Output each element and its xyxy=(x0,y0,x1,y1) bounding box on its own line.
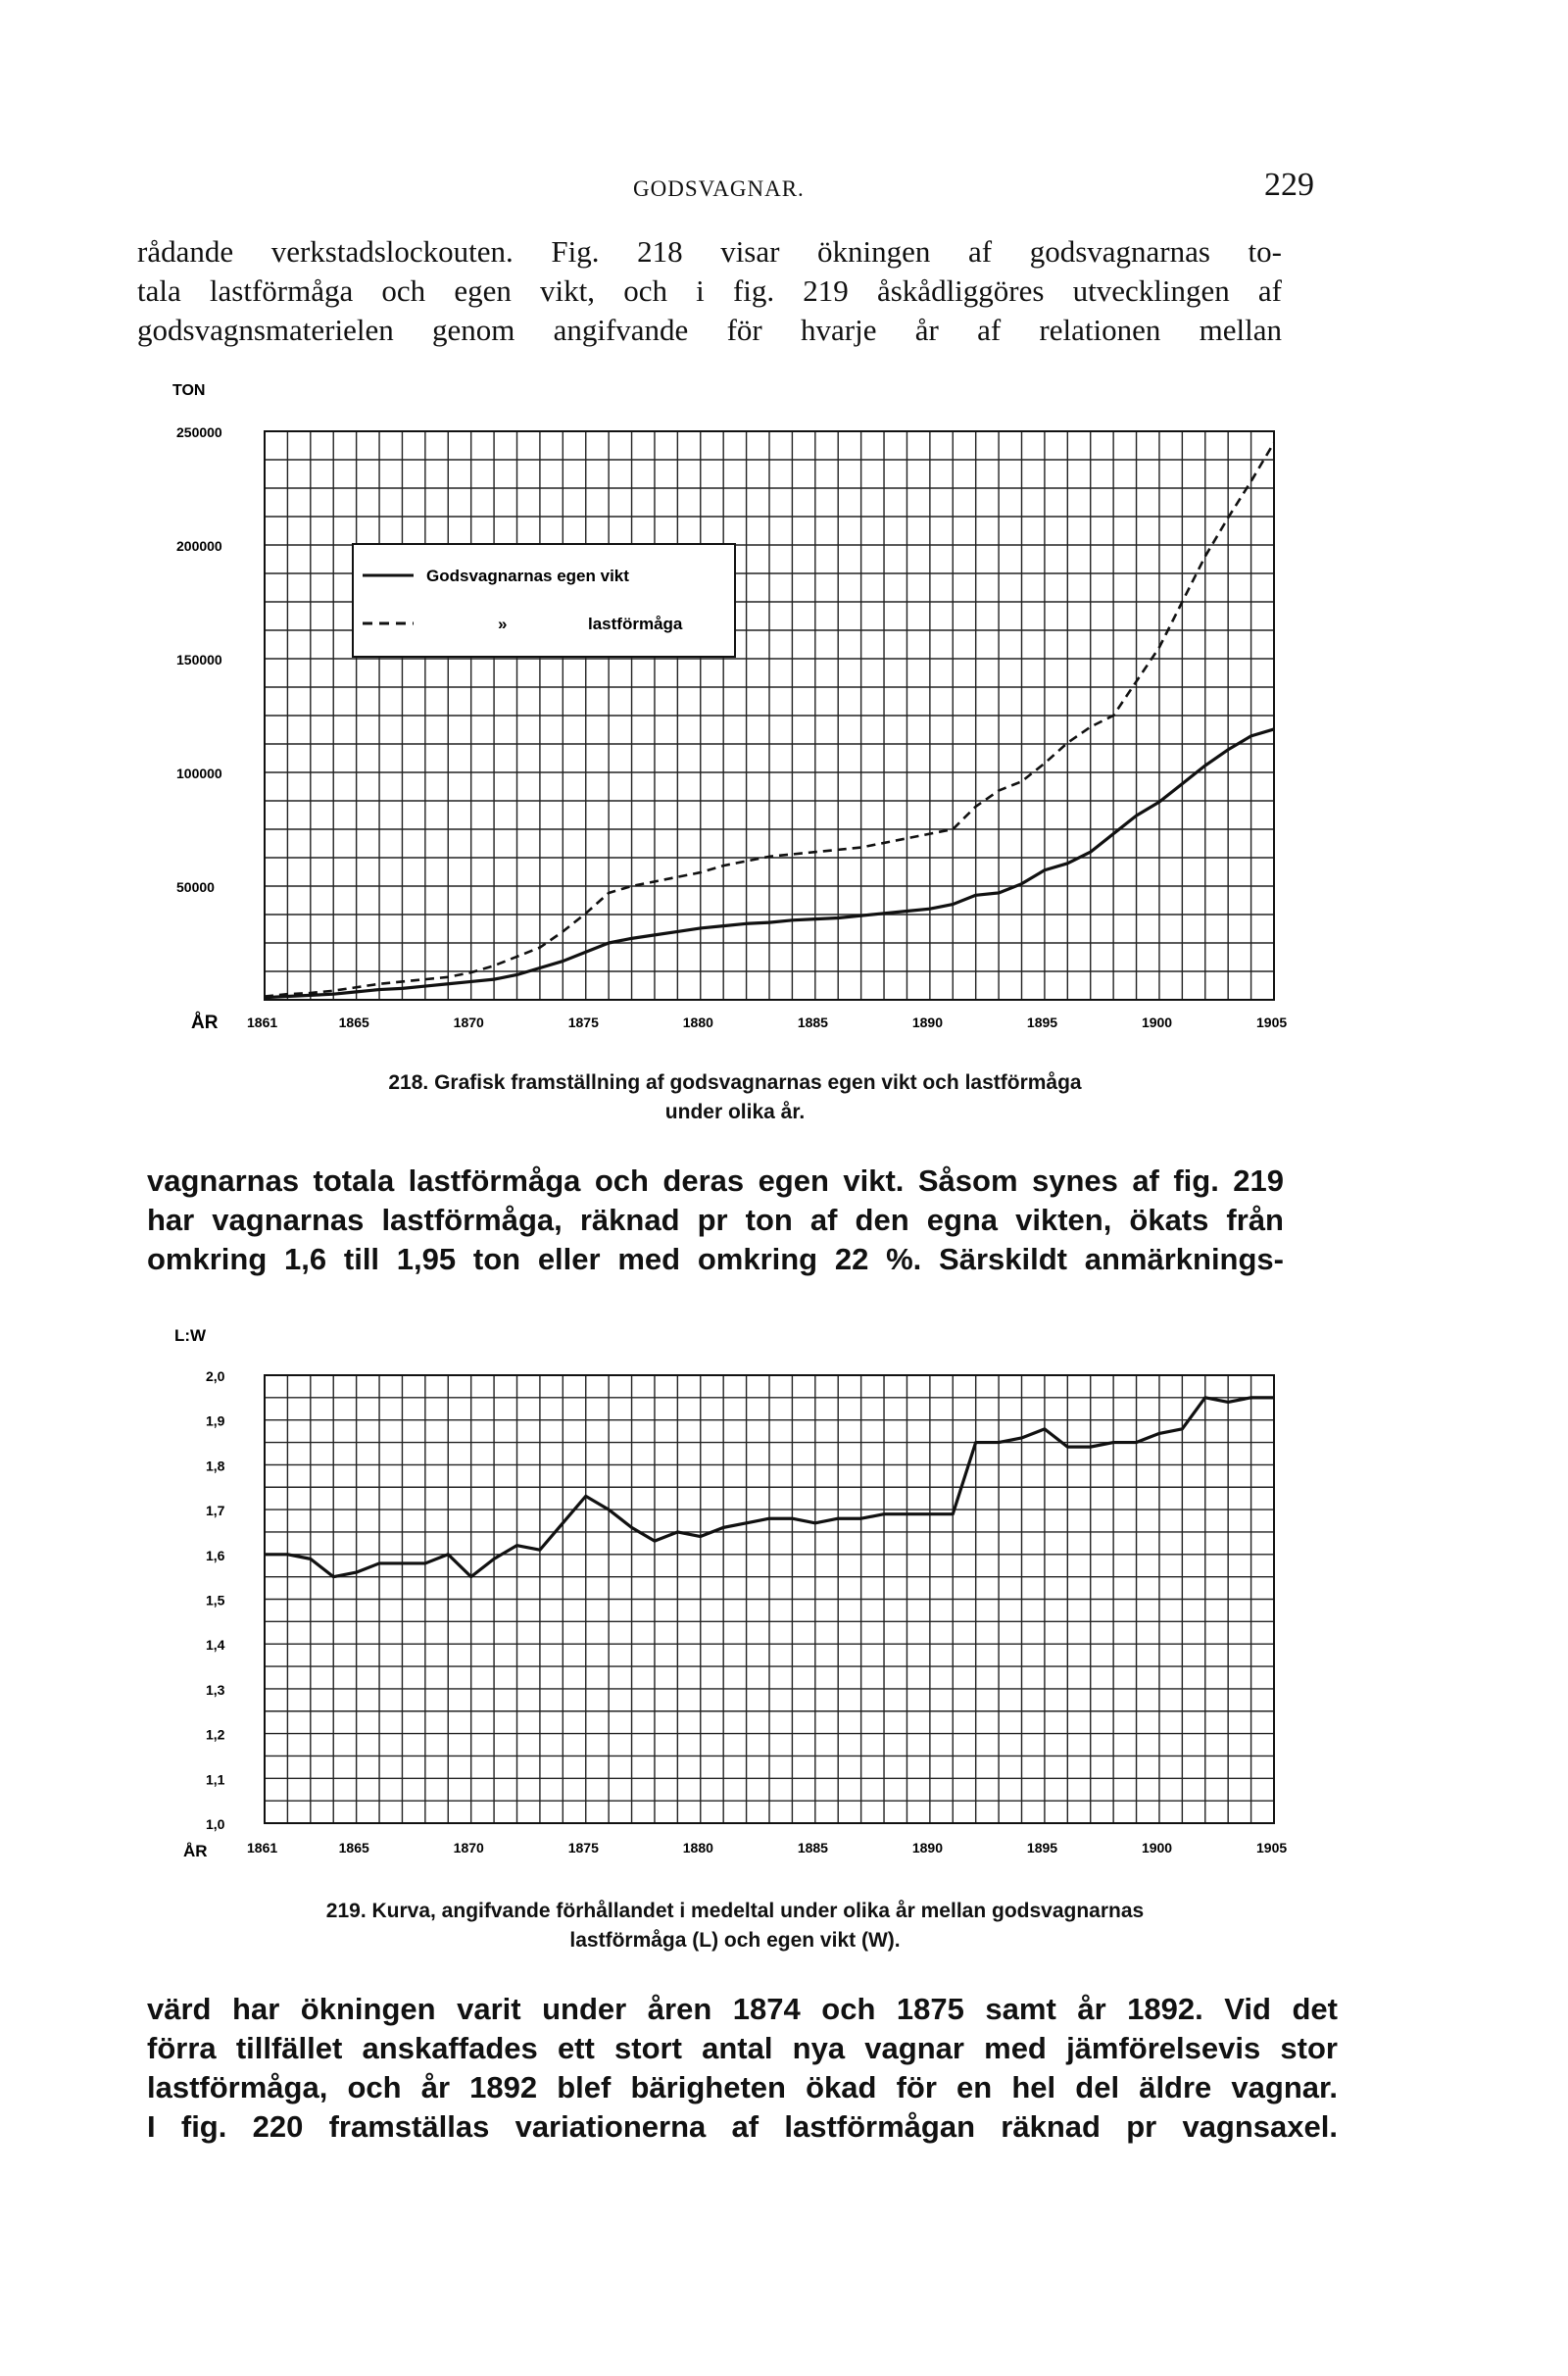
figure-219-chart xyxy=(147,1321,1323,1890)
x-tick-label: 1890 xyxy=(911,1840,944,1856)
y-tick-label: 50000 xyxy=(176,879,215,895)
y-axis-title: L:W xyxy=(174,1326,207,1345)
chart-axis-labels xyxy=(174,1326,1287,1860)
caption-line: lastförmåga (L) och egen vikt (W). xyxy=(569,1929,901,1952)
y-tick-label: 1,4 xyxy=(206,1637,225,1654)
x-tick-label: 1905 xyxy=(1256,1015,1288,1030)
x-axis-title: ÅR xyxy=(183,1842,208,1860)
caption-line: 219. Kurva, angifvande förhållandet i medeltal under olika år mellan godsvagnarnas xyxy=(325,1900,1145,1922)
paragraph-intro xyxy=(137,232,1282,350)
x-tick-label: 1870 xyxy=(453,1015,484,1030)
x-tick-label: 1875 xyxy=(567,1015,599,1030)
y-tick-label: 1,1 xyxy=(206,1771,225,1788)
x-tick-label: 1875 xyxy=(567,1840,599,1856)
x-tick-label: 1861 xyxy=(247,1015,278,1030)
figure-218-chart xyxy=(147,372,1323,1059)
x-tick-label: 1880 xyxy=(682,1015,713,1030)
y-tick-label: 1,7 xyxy=(206,1503,225,1519)
page-number: 229 xyxy=(1264,167,1314,203)
legend-box xyxy=(353,544,735,657)
x-tick-label: 1861 xyxy=(247,1840,278,1856)
caption-line: 218. Grafisk framställning af godsvagnarnas egen vikt och lastförmåga xyxy=(388,1071,1082,1094)
y-tick-label: 1,2 xyxy=(206,1726,225,1743)
text-line: lastförmåga, och år 1892 blef bärigheten ökad för en hel del äldre vagnar. xyxy=(147,2070,1338,2104)
page-header xyxy=(0,167,1568,216)
text-line: tala lastförmåga och egen vikt, och i fig. 219 åskådliggöres utvecklingen af xyxy=(137,273,1282,308)
x-tick-label: 1905 xyxy=(1256,1840,1288,1856)
x-tick-label: 1895 xyxy=(1026,1840,1058,1856)
x-tick-label: 1885 xyxy=(797,1015,828,1030)
x-tick-label: 1890 xyxy=(911,1015,944,1030)
y-tick-label: 1,6 xyxy=(206,1547,225,1563)
figure-219-caption xyxy=(147,1897,1323,1955)
caption-line: under olika år. xyxy=(664,1101,806,1123)
text-line: förra tillfället anskaffades ett stort antal nya vagnar med jämförelsevis stor xyxy=(147,2031,1338,2065)
chart-grid xyxy=(265,431,1274,1000)
x-axis-title: ÅR xyxy=(191,1013,219,1033)
running-title: GODSVAGNAR. xyxy=(633,176,805,201)
text-line: omkring 1,6 till 1,95 ton eller med omkring 22 %. Särskildt anmärknings- xyxy=(147,1242,1284,1276)
y-axis-title: TON xyxy=(172,382,206,399)
legend-ditto-mark: » xyxy=(498,615,508,633)
x-tick-label: 1895 xyxy=(1026,1015,1058,1030)
paragraph-closing xyxy=(147,1990,1338,2147)
chart-legend xyxy=(353,544,735,657)
y-tick-label: 1,9 xyxy=(206,1412,225,1429)
y-tick-label: 250000 xyxy=(176,424,222,440)
x-tick-label: 1865 xyxy=(338,1840,369,1856)
y-tick-label: 1,8 xyxy=(206,1458,225,1474)
text-line: har vagnarnas lastförmåga, räknad pr ton af den egna vikten, ökats från xyxy=(147,1203,1284,1237)
text-line: I fig. 220 framställas variationerna af lastförmågan räknad pr vagnsaxel. xyxy=(147,2109,1338,2144)
x-tick-label: 1885 xyxy=(797,1840,828,1856)
legend-label-lastformaga: lastförmåga xyxy=(588,615,683,633)
text-line: rådande verkstadslockouten. Fig. 218 visar ökningen af godsvagnarnas to- xyxy=(137,234,1282,269)
text-line: värd har ökningen varit under åren 1874 och 1875 samt år 1892. Vid det xyxy=(147,1992,1338,2026)
figure-218-caption xyxy=(147,1068,1323,1127)
text-line: godsvagnsmaterielen genom angifvande för hvarje år af relationen mellan xyxy=(137,313,1282,347)
x-tick-label: 1900 xyxy=(1141,1015,1173,1030)
y-tick-label: 1,0 xyxy=(206,1816,225,1832)
text-line: vagnarnas totala lastförmåga och deras egen vikt. Såsom synes af fig. 219 xyxy=(147,1163,1284,1198)
y-tick-label: 2,0 xyxy=(206,1368,225,1384)
x-tick-label: 1865 xyxy=(338,1015,369,1030)
legend-label-egen-vikt: Godsvagnarnas egen vikt xyxy=(426,567,629,585)
paragraph-middle xyxy=(147,1162,1284,1279)
y-tick-label: 100000 xyxy=(176,766,222,781)
x-tick-label: 1870 xyxy=(453,1840,484,1856)
y-tick-label: 150000 xyxy=(176,652,222,668)
y-tick-label: 1,3 xyxy=(206,1681,225,1698)
x-tick-label: 1880 xyxy=(682,1840,713,1856)
y-tick-label: 1,5 xyxy=(206,1592,225,1609)
x-tick-label: 1900 xyxy=(1141,1840,1173,1856)
y-tick-label: 200000 xyxy=(176,538,222,554)
